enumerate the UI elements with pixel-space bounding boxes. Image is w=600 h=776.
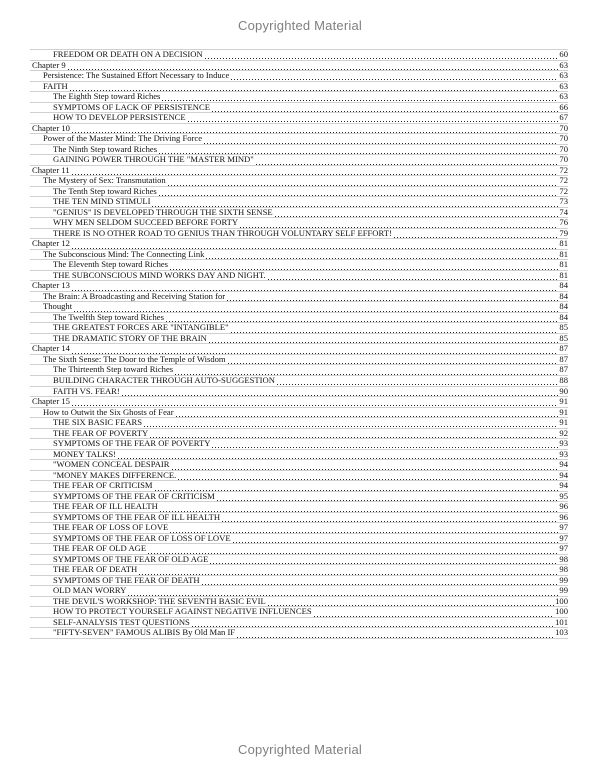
toc-entry-title: MONEY TALKS! <box>53 448 117 459</box>
dot-leader <box>69 82 559 92</box>
toc-entry-title: SYMPTOMS OF THE FEAR OF POVERTY <box>53 438 211 449</box>
dot-leader <box>169 523 558 533</box>
dot-leader <box>71 124 558 134</box>
toc-entry-title: Chapter 14 <box>32 343 70 354</box>
toc-entry-title: THERE IS NO OTHER ROAD TO GENIUS THAN THROUGH VOLUNTARY SELF EFFORT! <box>53 227 392 238</box>
toc-page-number: 92 <box>559 427 568 438</box>
toc-page-number: 63 <box>559 70 568 81</box>
dot-leader <box>208 334 559 344</box>
dot-leader <box>276 376 558 386</box>
copyright-watermark-top: Copyrighted Material <box>238 18 362 33</box>
toc-page-number: 84 <box>559 280 568 291</box>
dot-leader <box>151 197 558 207</box>
dot-leader <box>73 302 558 312</box>
dot-leader <box>71 344 558 354</box>
toc-entry-title: SYMPTOMS OF THE FEAR OF CRITICISM <box>53 490 215 501</box>
toc-entry-title: "FIFTY-SEVEN" FAMOUS ALIBIS By Old Man IF <box>53 627 236 638</box>
toc-entry-title: HOW TO DEVELOP PERSISTENCE <box>53 112 186 123</box>
dot-leader <box>165 313 558 323</box>
toc-page-number: 87 <box>559 353 568 364</box>
toc-page-number: 79 <box>559 227 568 238</box>
dot-leader <box>67 61 559 71</box>
toc-entry-title: The Subconscious Mind: The Connecting Link <box>43 248 205 259</box>
toc-entry-title: SYMPTOMS OF THE FEAR OF OLD AGE <box>53 553 209 564</box>
toc-entry-title: The Twelfth Step toward Riches <box>53 311 164 322</box>
toc-entry-title: THE GREATEST FORCES ARE "INTANGIBLE" <box>53 322 229 333</box>
toc-page-number: 103 <box>555 627 568 638</box>
toc-page-number: 73 <box>559 196 568 207</box>
toc-page-number: 94 <box>559 480 568 491</box>
toc-entry-title: "MONEY MAKES DIFFERENCE. <box>53 469 177 480</box>
toc-entry-title: SYMPTOMS OF THE FEAR OF ILL HEALTH <box>53 511 221 522</box>
toc-entry-title: SELF-ANALYSIS TEST QUESTIONS <box>53 616 190 627</box>
toc-page-number: 85 <box>559 322 568 333</box>
dot-leader <box>158 145 558 155</box>
toc-entry-title: The Mystery of Sex: Transmutation <box>43 175 166 186</box>
toc-entry-title: THE FEAR OF OLD AGE <box>53 543 147 554</box>
toc-page-number: 101 <box>555 616 568 627</box>
dot-leader <box>232 534 559 544</box>
toc-page-number: 70 <box>559 143 568 154</box>
toc-page-number: 94 <box>559 469 568 480</box>
toc-page-number: 63 <box>559 80 568 91</box>
toc-entry-title: THE FEAR OF LOSS OF LOVE <box>53 522 169 533</box>
dot-leader <box>226 292 558 302</box>
dot-leader <box>71 239 558 249</box>
toc-page-number: 70 <box>559 122 568 133</box>
toc-page-number: 97 <box>559 543 568 554</box>
toc-page-number: 84 <box>559 311 568 322</box>
toc-entry-title: Persistence: The Sustained Effort Necessary to Induce <box>43 70 230 81</box>
toc-entry-title: FAITH VS. FEAR! <box>53 385 120 396</box>
toc-entry-title: The Eighth Step toward Riches <box>53 91 161 102</box>
toc-page-number: 90 <box>559 385 568 396</box>
toc-page-number: 100 <box>555 606 568 617</box>
dot-leader <box>313 607 554 617</box>
toc-page-number: 60 <box>559 49 568 59</box>
toc-entry-title: How to Outwit the Six Ghosts of Fear <box>43 406 174 417</box>
dot-leader <box>187 113 559 123</box>
toc-page-number: 74 <box>559 206 568 217</box>
toc-entry-row[interactable] <box>30 292 568 303</box>
dot-leader <box>203 134 558 144</box>
dot-leader <box>274 208 559 218</box>
toc-page-number: 81 <box>559 259 568 270</box>
dot-leader <box>71 281 558 291</box>
toc-page-number: 76 <box>559 217 568 228</box>
toc-page-number: 98 <box>559 553 568 564</box>
toc-page-number: 91 <box>559 396 568 407</box>
dot-leader <box>177 471 558 481</box>
toc-page-number: 93 <box>559 448 568 459</box>
toc-entry-title: THE DRAMATIC STORY OF THE BRAIN <box>53 332 207 343</box>
dot-leader <box>230 71 558 81</box>
table-of-contents <box>30 49 568 639</box>
dot-leader <box>159 502 559 512</box>
toc-entry-title: Chapter 13 <box>32 280 70 291</box>
toc-page-number: 67 <box>559 112 568 123</box>
toc-entry-title: BUILDING CHARACTER THROUGH AUTO-SUGGESTION <box>53 374 275 385</box>
toc-page-number: 99 <box>559 574 568 585</box>
dot-leader <box>267 271 559 281</box>
toc-page-number: 85 <box>559 332 568 343</box>
toc-page-number: 93 <box>559 438 568 449</box>
toc-entry-row[interactable] <box>30 229 568 240</box>
toc-page-number: 70 <box>559 154 568 165</box>
dot-leader <box>127 586 558 596</box>
toc-entry-row[interactable] <box>30 628 568 639</box>
toc-entry-title: Thought <box>43 301 73 312</box>
dot-leader <box>230 323 559 333</box>
dot-leader <box>175 408 559 418</box>
dot-leader <box>191 618 554 628</box>
toc-page-number: 87 <box>559 364 568 375</box>
toc-entry-title: SYMPTOMS OF THE FEAR OF DEATH <box>53 574 200 585</box>
toc-page-number: 97 <box>559 522 568 533</box>
toc-entry-title: The Sixth Sense: The Door to the Temple of Wisdom <box>43 353 226 364</box>
dot-leader <box>239 218 558 228</box>
dot-leader <box>221 513 558 523</box>
toc-entry-title: The Thirteenth Step toward Riches <box>53 364 174 375</box>
toc-entry-row[interactable] <box>30 113 568 124</box>
toc-page-number: 88 <box>559 374 568 385</box>
toc-entry-row[interactable] <box>30 387 568 398</box>
toc-entry-title: The Brain: A Broadcasting and Receiving Station for <box>43 290 226 301</box>
toc-entry-title: HOW TO PROTECT YOURSELF AGAINST NEGATIVE INFLUENCES <box>53 606 312 617</box>
toc-page-number: 91 <box>559 406 568 417</box>
toc-entry-title: FAITH <box>43 80 68 91</box>
toc-page-number: 72 <box>559 185 568 196</box>
toc-entry-title: THE DEVIL'S WORKSHOP: THE SEVENTH BASIC EVIL <box>53 595 266 606</box>
dot-leader <box>393 229 559 239</box>
toc-entry-title: Chapter 9 <box>32 59 66 70</box>
dot-leader <box>205 250 558 260</box>
toc-page-number: 72 <box>559 164 568 175</box>
toc-entry-title: THE SUBCONSCIOUS MIND WORKS DAY AND NIGHT. <box>53 269 266 280</box>
dot-leader <box>174 365 558 375</box>
dot-leader <box>216 492 559 502</box>
dot-leader <box>204 50 559 60</box>
toc-entry-title: "WOMEN CONCEAL DESPAIR <box>53 459 170 470</box>
toc-page-number: 96 <box>559 501 568 512</box>
dot-leader <box>147 544 558 554</box>
toc-page-number: 72 <box>559 175 568 186</box>
toc-page-number: 94 <box>559 459 568 470</box>
dot-leader <box>71 166 559 176</box>
dot-leader <box>209 555 558 565</box>
dot-leader <box>143 418 558 428</box>
toc-page-number: 66 <box>559 101 568 112</box>
toc-entry-title: SYMPTOMS OF THE FEAR OF LOSS OF LOVE <box>53 532 231 543</box>
toc-entry-title: THE FEAR OF CRITICISM <box>53 480 153 491</box>
toc-page-number: 96 <box>559 511 568 522</box>
toc-page-number: 98 <box>559 564 568 575</box>
dot-leader <box>154 481 559 491</box>
toc-entry-title: THE FEAR OF ILL HEALTH <box>53 501 158 512</box>
toc-entry-row[interactable] <box>30 155 568 166</box>
toc-entry-row[interactable] <box>30 334 568 345</box>
copyright-watermark-bottom: Copyrighted Material <box>238 742 362 757</box>
toc-entry-title: WHY MEN SELDOM SUCCEED BEFORE FORTY <box>53 217 239 228</box>
toc-page-number: 100 <box>555 595 568 606</box>
dot-leader <box>169 260 558 270</box>
toc-page-number: 95 <box>559 490 568 501</box>
toc-entry-title: FREEDOM OR DEATH ON A DECISION <box>53 49 203 59</box>
toc-page-number: 81 <box>559 269 568 280</box>
dot-leader <box>117 450 558 460</box>
toc-entry-title: The Ninth Step toward Riches <box>53 143 158 154</box>
toc-page-number: 99 <box>559 585 568 596</box>
toc-entry-title: Chapter 12 <box>32 238 70 249</box>
dot-leader <box>255 155 559 165</box>
toc-entry-title: THE SIX BASIC FEARS <box>53 417 143 428</box>
toc-entry-title: The Eleventh Step toward Riches <box>53 259 169 270</box>
toc-page-number: 70 <box>559 133 568 144</box>
toc-page-number: 84 <box>559 290 568 301</box>
toc-page-number: 91 <box>559 417 568 428</box>
dot-leader <box>211 103 558 113</box>
toc-entry-title: OLD MAN WORRY <box>53 585 127 596</box>
toc-page-number: 81 <box>559 248 568 259</box>
dot-leader <box>167 176 559 186</box>
toc-entry-row[interactable] <box>30 50 568 61</box>
toc-entry-title: Chapter 15 <box>32 396 70 407</box>
toc-page-number: 97 <box>559 532 568 543</box>
toc-entry-title: THE TEN MIND STIMULI <box>53 196 151 207</box>
toc-entry-row[interactable] <box>30 71 568 82</box>
toc-page-number: 63 <box>559 91 568 102</box>
toc-entry-title: THE FEAR OF POVERTY <box>53 427 149 438</box>
dot-leader <box>121 387 559 397</box>
toc-page-number: 87 <box>559 343 568 354</box>
toc-entry-title: The Tenth Step toward Riches <box>53 185 157 196</box>
toc-entry-title: Power of the Master Mind: The Driving Force <box>43 133 203 144</box>
toc-entry-title: "GENIUS" IS DEVELOPED THROUGH THE SIXTH SENSE <box>53 206 273 217</box>
toc-entry-title: THE FEAR OF DEATH <box>53 564 138 575</box>
toc-entry-title: Chapter 11 <box>32 164 70 175</box>
toc-entry-title: SYMPTOMS OF LACK OF PERSISTENCE <box>53 101 210 112</box>
dot-leader <box>149 429 558 439</box>
dot-leader <box>71 397 558 407</box>
toc-entry-title: Chapter 10 <box>32 122 70 133</box>
dot-leader <box>267 597 554 607</box>
dot-leader <box>201 576 559 586</box>
dot-leader <box>227 355 559 365</box>
dot-leader <box>158 187 559 197</box>
dot-leader <box>211 439 558 449</box>
dot-leader <box>161 92 558 102</box>
toc-page-number: 63 <box>559 59 568 70</box>
dot-leader <box>236 628 554 638</box>
toc-page-number: 84 <box>559 301 568 312</box>
toc-entry-title: GAINING POWER THROUGH THE "MASTER MIND" <box>53 154 254 165</box>
dot-leader <box>171 460 559 470</box>
dot-leader <box>138 565 558 575</box>
toc-page-number: 81 <box>559 238 568 249</box>
toc-entry-row[interactable] <box>30 271 568 282</box>
